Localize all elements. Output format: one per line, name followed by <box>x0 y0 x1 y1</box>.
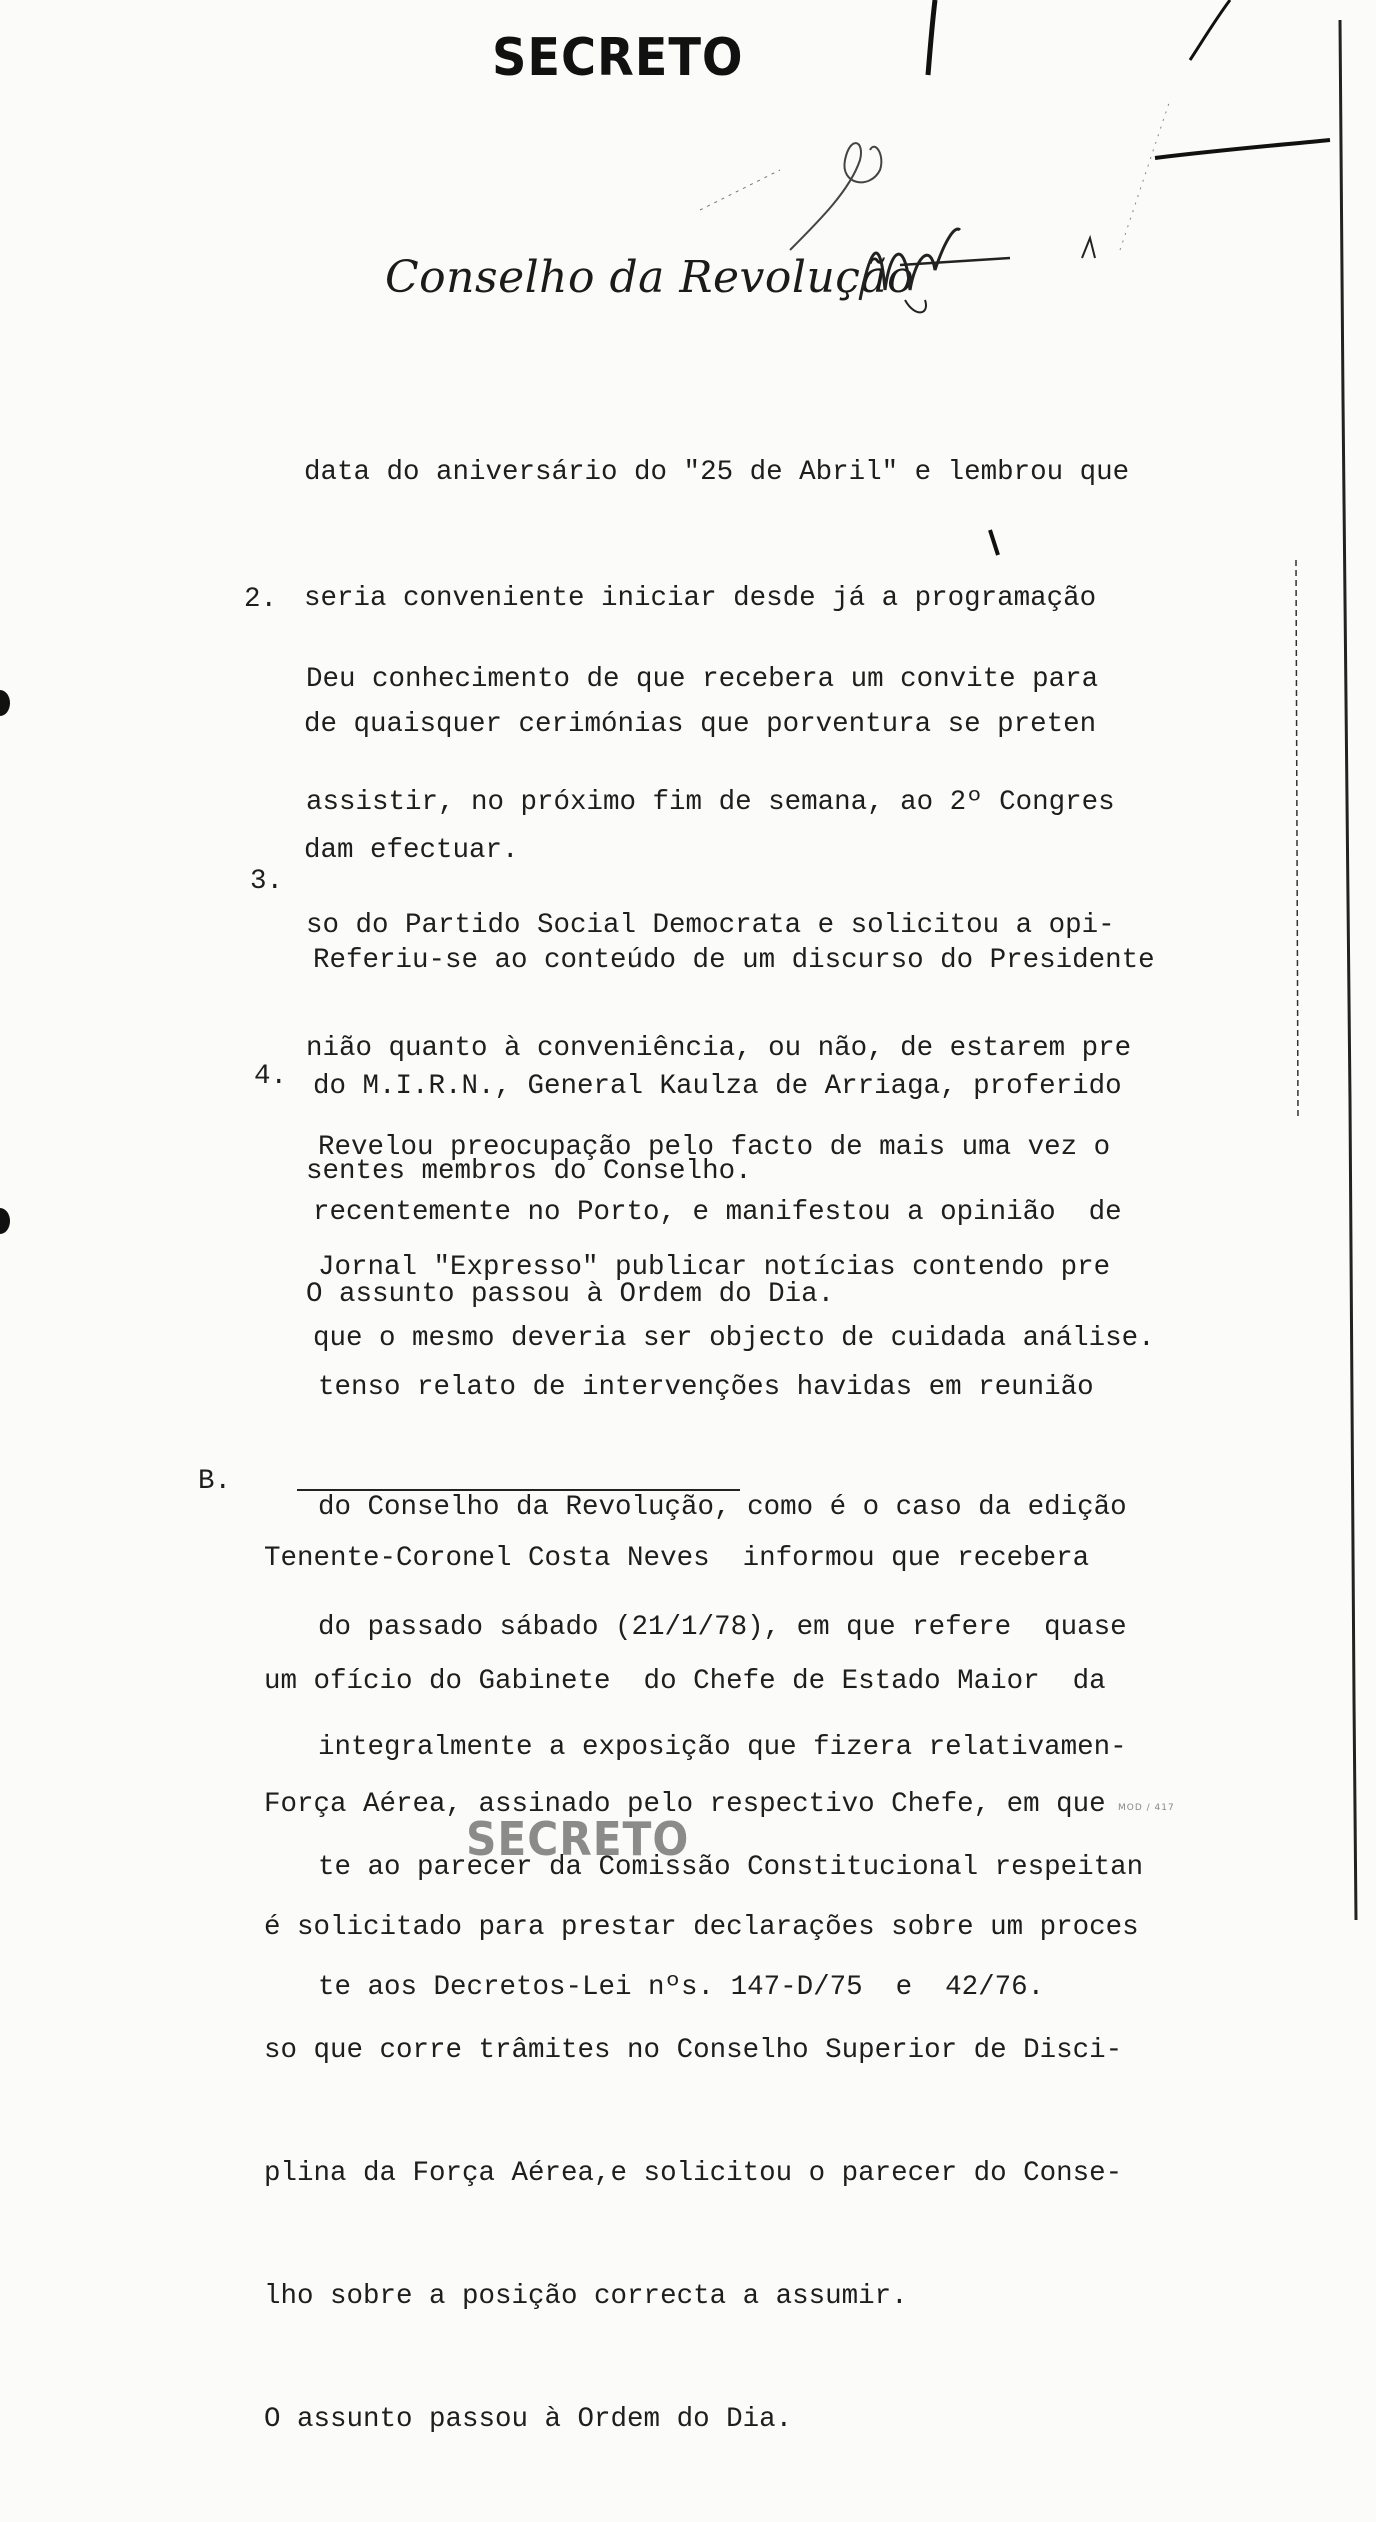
text-line: de quaisquer cerimónias que porventura se preten <box>304 709 1097 740</box>
secret-stamp-top: SECRETO <box>492 28 744 88</box>
initials-stroke <box>900 258 1010 265</box>
text-line <box>264 1538 1139 1579</box>
item-b-text <box>264 1456 1139 2522</box>
corner-stroke-2 <box>1190 0 1230 60</box>
text-line: Força Aérea, assinado pelo respectivo Chefe, em que <box>264 1789 1106 1820</box>
page-edge-line <box>1340 20 1356 1920</box>
item-number: 3. <box>250 866 284 897</box>
text-line: um ofício do Gabinete do Chefe de Estado Maior da <box>264 1666 1106 1697</box>
text-line: que o mesmo deveria ser objecto de cuidada análise. <box>313 1323 1155 1354</box>
text-fragment: informou que recebera <box>709 1543 1090 1574</box>
faint-line <box>700 170 780 210</box>
text-line: plina da Força Aérea,e solicitou o parecer do Conse- <box>264 2158 1123 2189</box>
fold-line <box>1296 560 1298 1120</box>
text-line: sentes membros do Conselho. <box>306 1156 752 1187</box>
text-line: recentemente no Porto, e manifestou a opinião de <box>313 1197 1122 1228</box>
corner-stroke <box>928 0 935 75</box>
officer-name: Tenente-Coronel Costa Neves <box>264 1543 710 1574</box>
item-number: 2. <box>244 584 278 615</box>
initials-loop <box>905 300 926 312</box>
text-line: data do aniversário do "25 de Abril" e lembrou que <box>304 457 1130 488</box>
text-line: do Conselho da Revolução, como é o caso da edição <box>318 1492 1127 1523</box>
secret-stamp-bottom: SECRETO <box>466 1812 690 1866</box>
text-line: te ao parecer da Comissão Constitucional respeitan <box>318 1852 1144 1883</box>
text-line: so que corre trâmites no Conselho Superior de Disci- <box>264 2035 1123 2066</box>
text-line: nião quanto à conveniência, ou não, de estarem pre <box>306 1033 1132 1064</box>
text-line: seria conveniente iniciar desde já a programação <box>304 583 1097 614</box>
small-2-mark <box>1082 238 1095 258</box>
text-line: te aos Decretos-Lei nºs. 147-D/75 e 42/76. <box>318 1972 1045 2003</box>
text-line: tenso relato de intervenções havidas em reunião <box>318 1372 1094 1403</box>
item-letter: B. <box>198 1466 232 1497</box>
letterhead-title: Conselho da Revolução <box>385 252 915 303</box>
text-line: Referiu-se ao conteúdo de um discurso do Presidente <box>313 945 1155 976</box>
scrawl-mark <box>790 143 881 250</box>
text-line: Deu conhecimento de que recebera um convite para <box>306 664 1099 695</box>
text-line: do M.I.R.N., General Kaulza de Arriaga, proferido <box>313 1071 1122 1102</box>
item-number: 4. <box>254 1061 288 1092</box>
text-line: Jornal "Expresso" publicar notícias contendo pre <box>318 1252 1111 1283</box>
text-line: é solicitado para prestar declarações sobre um proces <box>264 1912 1139 1943</box>
text-line: do passado sábado (21/1/78), em que refere quase <box>318 1612 1127 1643</box>
text-line: dam efectuar. <box>304 835 519 866</box>
text-line: O assunto passou à Ordem do Dia. <box>264 2404 793 2435</box>
text-line: integralmente a exposição que fizera relativamen- <box>318 1732 1127 1763</box>
text-line: assistir, no próximo fim de semana, ao 2º Congres <box>306 787 1115 818</box>
form-code: MOD / 417 <box>1118 1803 1175 1813</box>
text-line: O assunto passou à Ordem do Dia. <box>306 1279 835 1310</box>
text-line: Revelou preocupação pelo facto de mais uma vez o <box>318 1132 1111 1163</box>
faint-diagonal <box>1120 100 1170 250</box>
text-line: so do Partido Social Democrata e solicitou a opi- <box>306 910 1115 941</box>
right-dash <box>1155 140 1330 158</box>
text-line: lho sobre a posição correcta a assumir. <box>264 2281 908 2312</box>
